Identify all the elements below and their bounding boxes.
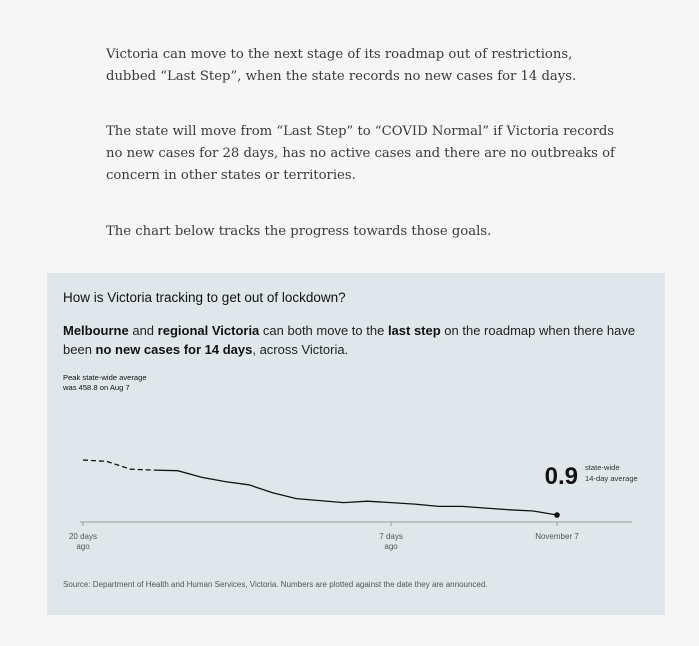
data-point-3 xyxy=(153,469,156,472)
x-tick-label-1-line2: ago xyxy=(384,542,398,551)
data-point-18 xyxy=(508,508,511,511)
data-point-1 xyxy=(105,460,108,463)
data-point-8 xyxy=(271,491,274,494)
data-point-4 xyxy=(176,469,179,472)
chart-title: How is Victoria tracking to get out of lockdown? xyxy=(63,290,346,305)
highlight-melbourne: Melbourne xyxy=(63,323,129,338)
data-point-13 xyxy=(390,501,393,504)
line-chart xyxy=(47,273,665,615)
data-point-2 xyxy=(129,468,132,471)
data-point-16 xyxy=(461,505,464,508)
latest-value-label: 0.9 xyxy=(544,463,578,490)
latest-caption-line2: 14-day average xyxy=(585,474,638,483)
source-note: Source: Department of Health and Human Services, Victoria. Numbers are plotted against the date they are announced. xyxy=(63,580,488,589)
latest-point-marker xyxy=(554,512,560,518)
latest-caption-line1: state-wide xyxy=(585,463,620,472)
data-point-0 xyxy=(82,459,85,462)
article-paragraph-2: The state will move from “Last Step” to “COVID Normal” if Victoria records no new cases for 28 days, has no active cases and there are no outbreaks of concern in other states or territories. xyxy=(106,124,615,183)
data-point-12 xyxy=(366,500,369,503)
x-tick-label-0: 20 days xyxy=(68,532,98,541)
x-tick-label-2: November 7 xyxy=(535,532,579,541)
peak-annotation: Peak state-wide average was 458.8 on Aug 7 xyxy=(63,373,147,392)
chart-card xyxy=(47,273,665,615)
data-point-15 xyxy=(437,505,440,508)
series-line-solid xyxy=(154,470,557,515)
data-point-9 xyxy=(295,497,298,500)
data-point-17 xyxy=(484,507,487,510)
data-point-14 xyxy=(413,503,416,506)
data-point-6 xyxy=(224,480,227,483)
data-point-7 xyxy=(247,483,250,486)
chart-description: Melbourne and regional Victoria can both move to the last step on the roadmap when there have been no new cases for 14 days, across Victoria. xyxy=(63,323,636,357)
data-point-11 xyxy=(342,501,345,504)
article-paragraph-3: The chart below tracks the progress towards those goals. xyxy=(106,224,492,239)
data-point-5 xyxy=(200,476,203,479)
highlight-last-step: last step xyxy=(387,323,441,338)
series-line-dashed xyxy=(83,460,154,470)
data-point-19 xyxy=(532,509,535,512)
highlight-no-new-cases: no new cases for 14 days xyxy=(95,342,253,357)
highlight-regional: regional Victoria xyxy=(157,323,260,338)
data-point-10 xyxy=(319,499,322,502)
x-tick-label-0-line2: ago xyxy=(76,542,90,551)
article-paragraph-1: Victoria can move to the next stage of its roadmap out of restrictions, dubbed “Last Step”, when the state records no new cases for 14 days. xyxy=(106,47,577,84)
x-tick-label-1: 7 days xyxy=(379,532,403,541)
